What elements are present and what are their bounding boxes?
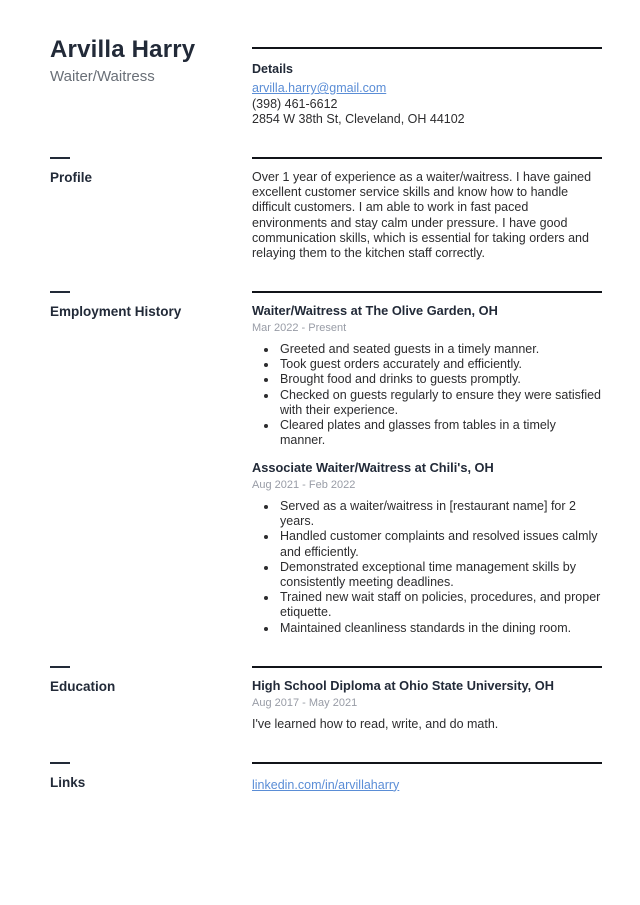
links-section [50,762,602,794]
bullet-item: • Trained new wait staff on policies, procedures, and proper etiquette. [278,590,602,620]
details-divider [252,47,602,49]
bullet-item: • Served as a waiter/waitress in [restaurant name] for 2 years. [278,499,602,529]
employment-section [50,291,602,636]
job-bullet-list [252,342,602,448]
person-job-title: Waiter/Waitress [50,67,155,85]
address: 2854 W 38th St, Cleveland, OH 44102 [252,112,465,126]
links-divider [252,762,602,764]
bullet-item: • Demonstrated exceptional time management skills by consistently meeting deadlines. [278,560,602,590]
section-dash [50,762,70,764]
section-dash [50,666,70,668]
person-name: Arvilla Harry [50,36,196,63]
degree-title: High School Diploma at Ohio State University, OH [252,677,554,693]
section-dash [50,291,70,293]
employment-label: Employment History [50,304,182,320]
bullet-item: • Brought food and drinks to guests promptly. [278,372,602,387]
education-section [50,666,602,732]
employment-content [252,291,602,636]
profile-text: Over 1 year of experience as a waiter/waitress. I have gained excellent customer service skills and know how to handle difficult customers. I am able to work in fast paced environments and stay calm under pressure. I have good communication skills, which is essential for taking orders and relaying them to the kitchen staff correctly. [252,170,592,261]
job-title: Associate Waiter/Waitress at Chili's, OH [252,460,494,476]
section-dash [50,157,70,159]
header-section [50,36,602,127]
header-left [50,36,252,85]
linkedin-link[interactable]: linkedin.com/in/arvillaharry [252,777,400,792]
phone-number: (398) 461-6612 [252,97,338,111]
job-bullet-list [252,499,602,636]
profile-content [252,157,602,261]
links-content-block [252,762,602,794]
education-divider [252,666,602,668]
details-block [252,36,602,127]
links-label-block [50,762,252,790]
bullet-item: • Maintained cleanliness standards in the dining room. [278,621,602,636]
details-heading: Details [252,62,293,76]
employment-label-block [50,291,252,319]
profile-divider [252,157,602,159]
bullet-item: • Greeted and seated guests in a timely manner. [278,342,602,357]
education-label: Education [50,678,116,694]
profile-label: Profile [50,170,93,185]
employment-divider [252,291,602,293]
education-label-block [50,666,252,694]
job-dates: Mar 2022 - Present [252,321,347,334]
education-text: I've learned how to read, write, and do math. [252,716,499,731]
profile-section [50,157,602,261]
bullet-item: • Took guest orders accurately and efficiently. [278,357,602,372]
profile-label-block [50,157,252,185]
links-label: Links [50,774,86,790]
education-content [252,666,602,732]
email-link[interactable]: arvilla.harry@gmail.com [252,81,387,95]
education-dates: Aug 2017 - May 2021 [252,696,358,709]
bullet-item: • Cleared plates and glasses from tables in a timely manner. [278,418,602,448]
education-entry [252,679,602,732]
bullet-item: • Handled customer complaints and resolved issues calmly and efficiently. [278,529,602,559]
job-title: Waiter/Waitress at The Olive Garden, OH [252,303,498,319]
job-dates: Aug 2021 - Feb 2022 [252,479,356,492]
bullet-item: • Checked on guests regularly to ensure they were satisfied with their experience. [278,388,602,418]
job-entry [252,304,602,448]
job-entry [252,461,602,636]
